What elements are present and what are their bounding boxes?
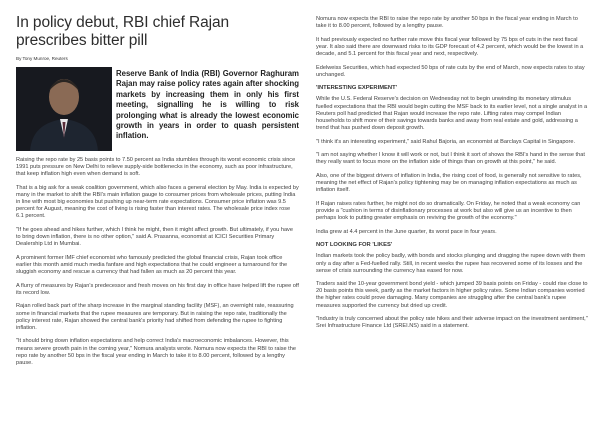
body-paragraph: "If he goes ahead and hikes further, which I think he might, then it might affect growth. But ultimately, if you have to bring down inflation, there is no other option," said A. Prasanna, economist at ICICI Securities Primary Dealership Ltd in Mumbai. [16, 226, 293, 248]
body-paragraph: Raising the repo rate by 25 basis points to 7.50 percent as India stumbles through its worst economic crisis since 1991 puts pressure on New Delhi to relieve supply-side bottlenecks in the economy, such as poor infrastructure, that keep inflation high even when demand is soft. [16, 157, 296, 178]
body-paragraph: A prominent former IMF chief economist who famously predicted the global financial crisis, Rajan took office earlier this month amid much media fanfare and high expectations that he could engineer a turnaround for the sluggish economy and rescue a currency that had fallen as much as 20 percent this year. [16, 254, 288, 275]
lead-section [16, 67, 299, 163]
left-body-text [16, 157, 299, 367]
section-heading: NOT LOOKING FOR 'LIKES' [316, 242, 393, 249]
body-paragraph: If Rajan raises rates further, he might not do so dramatically. On Friday, he noted that a weak economy can provide a "cushion in terms of disinflationary processes at work but also will give us an incentive to then perhaps look to putting greater emphasis on reviving the growth of the economy." [316, 200, 581, 222]
body-paragraph: Traders said the 10-year government bond yield - which jumped 39 basis points on Friday - could rise close to 20 basis points this week, partly as the market factors in higher policy rates. Some Indian companies worried the higher rates could prove damaging. Many companies are struggling after the central bank's rupee measures supported the currency but dried up credit. [316, 281, 588, 309]
article-title: In policy debut, RBI chief Rajan prescribes bitter pill [16, 14, 230, 49]
body-paragraph: "I am not saying whether I know it will work or not, but I think it sort of shows the RBI's hand in the sense that they really want to focus more on the inflation side of things than on growth at this point," he said. [316, 152, 585, 166]
body-paragraph: While the U.S. Federal Reserve's decision on Wednesday not to begin unwinding its monetary stimulus fuelled expectations that the RBI would begin cutting the MSF back to its earlier level, not a single analyst in a Reuters poll had predicted that Rajan would increase the repo rate. Lifting rates may compel Indian households to shift more of their savings towards banks and away from real estate and gold, addressing a trend that has pushed down deposit growth. [316, 96, 588, 131]
body-paragraph: Edelweiss Securities, which had expected 50 bps of rate cuts by the end of March, now expects rates to stay unchanged. [316, 64, 585, 78]
body-paragraph: Nomura now expects the RBI to raise the repo rate by another 50 bps in the fiscal year ending in March to take it to 8.00 percent, followed by a lengthy pause. [316, 16, 578, 30]
body-paragraph: India grew at 4.4 percent in the June quarter, its worst pace in four years. [316, 228, 497, 235]
body-paragraph: Also, one of the biggest drivers of inflation in India, the rising cost of food, is generally not sensitive to rates, meaning the net effect of Rajan's policy tightening may be on managing inflation expectations as much as inflation itself. [316, 172, 582, 194]
body-paragraph: That is a big ask for a weak coalition government, which also faces a general election by May. India is expected by many in the market to shift the RBI's main inflation gauge to consumer prices from wholesale prices, putting India in line with most big economies but pushing up near-term rate expectations. Consumer price inflation was 9.5 percent for August, meaning the cost of living is rising faster than interest rates. The wholesale price index rose 6.1 percent. [16, 184, 299, 220]
body-paragraph: It had previously expected no further rate move this fiscal year followed by 75 bps of cuts in the next fiscal year. It also said there are downward risks to its GDP forecast of 4.2 percent, which would be the lowest in a decade, and 5.1 percent for this fiscal year and next, respectively. [316, 36, 584, 57]
body-paragraph: "Industry is truly concerned about the policy rate hikes and their adverse impact on the investment sentiment," Srei Infrastructure Finance Ltd (SREI.NS) said in a statement. [316, 316, 588, 330]
section-heading: 'INTERESTING EXPERIMENT' [316, 85, 398, 92]
body-paragraph: Rajan rolled back part of the sharp increase in the marginal standing facility (MSF), an overnight rate, reassuring some in financial markets that the rupee measures are temporary. But in raising the repo rate, traditionally the policy interest rate, Rajan showed the central bank's priority had shifted from defending the rupee to fighting inflation. [16, 303, 294, 331]
lead-paragraph: Reserve Bank of India (RBI) Governor Raghuram Rajan may raise policy rates again after shocking markets by increasing them in only his first meeting, signalling he is willing to risk prolonging what is already the lowest economic growth in years in order to quash persistent inflation. [116, 69, 299, 141]
portrait-photo [16, 67, 112, 151]
body-paragraph: "I think it's an interesting experiment," said Rahul Bajoria, an economist at Barclays Capital in Singapore. [316, 138, 576, 145]
byline: By Tony Munroe, Reuters [16, 56, 68, 61]
portrait-image [16, 67, 112, 151]
left-column [16, 0, 299, 373]
body-paragraph: "It should bring down inflation expectations and help correct India's macroeconomic imbalances. However, this means severe growth pain in the coming year," Nomura analysts wrote. Nomura now expects the RBI to raise the repo rate by another 50 bps in the fiscal year ending in March to take it to 8.00 percent, followed by a lengthy pause. [16, 338, 296, 366]
body-paragraph: Indian markets took the policy badly, with bonds and stocks plunging and dragging the rupee down with them only a day after a Fed-fuelled rally. Still, in recent weeks the rupee has recovered some of its losses and the sense of crisis surrounding the currency has eased for now. [316, 253, 586, 274]
right-column [316, 16, 588, 337]
body-paragraph: A flurry of measures by Rajan's predecessor and fresh moves on his first day in office have helped lift the rupee off its record low. [16, 282, 299, 296]
